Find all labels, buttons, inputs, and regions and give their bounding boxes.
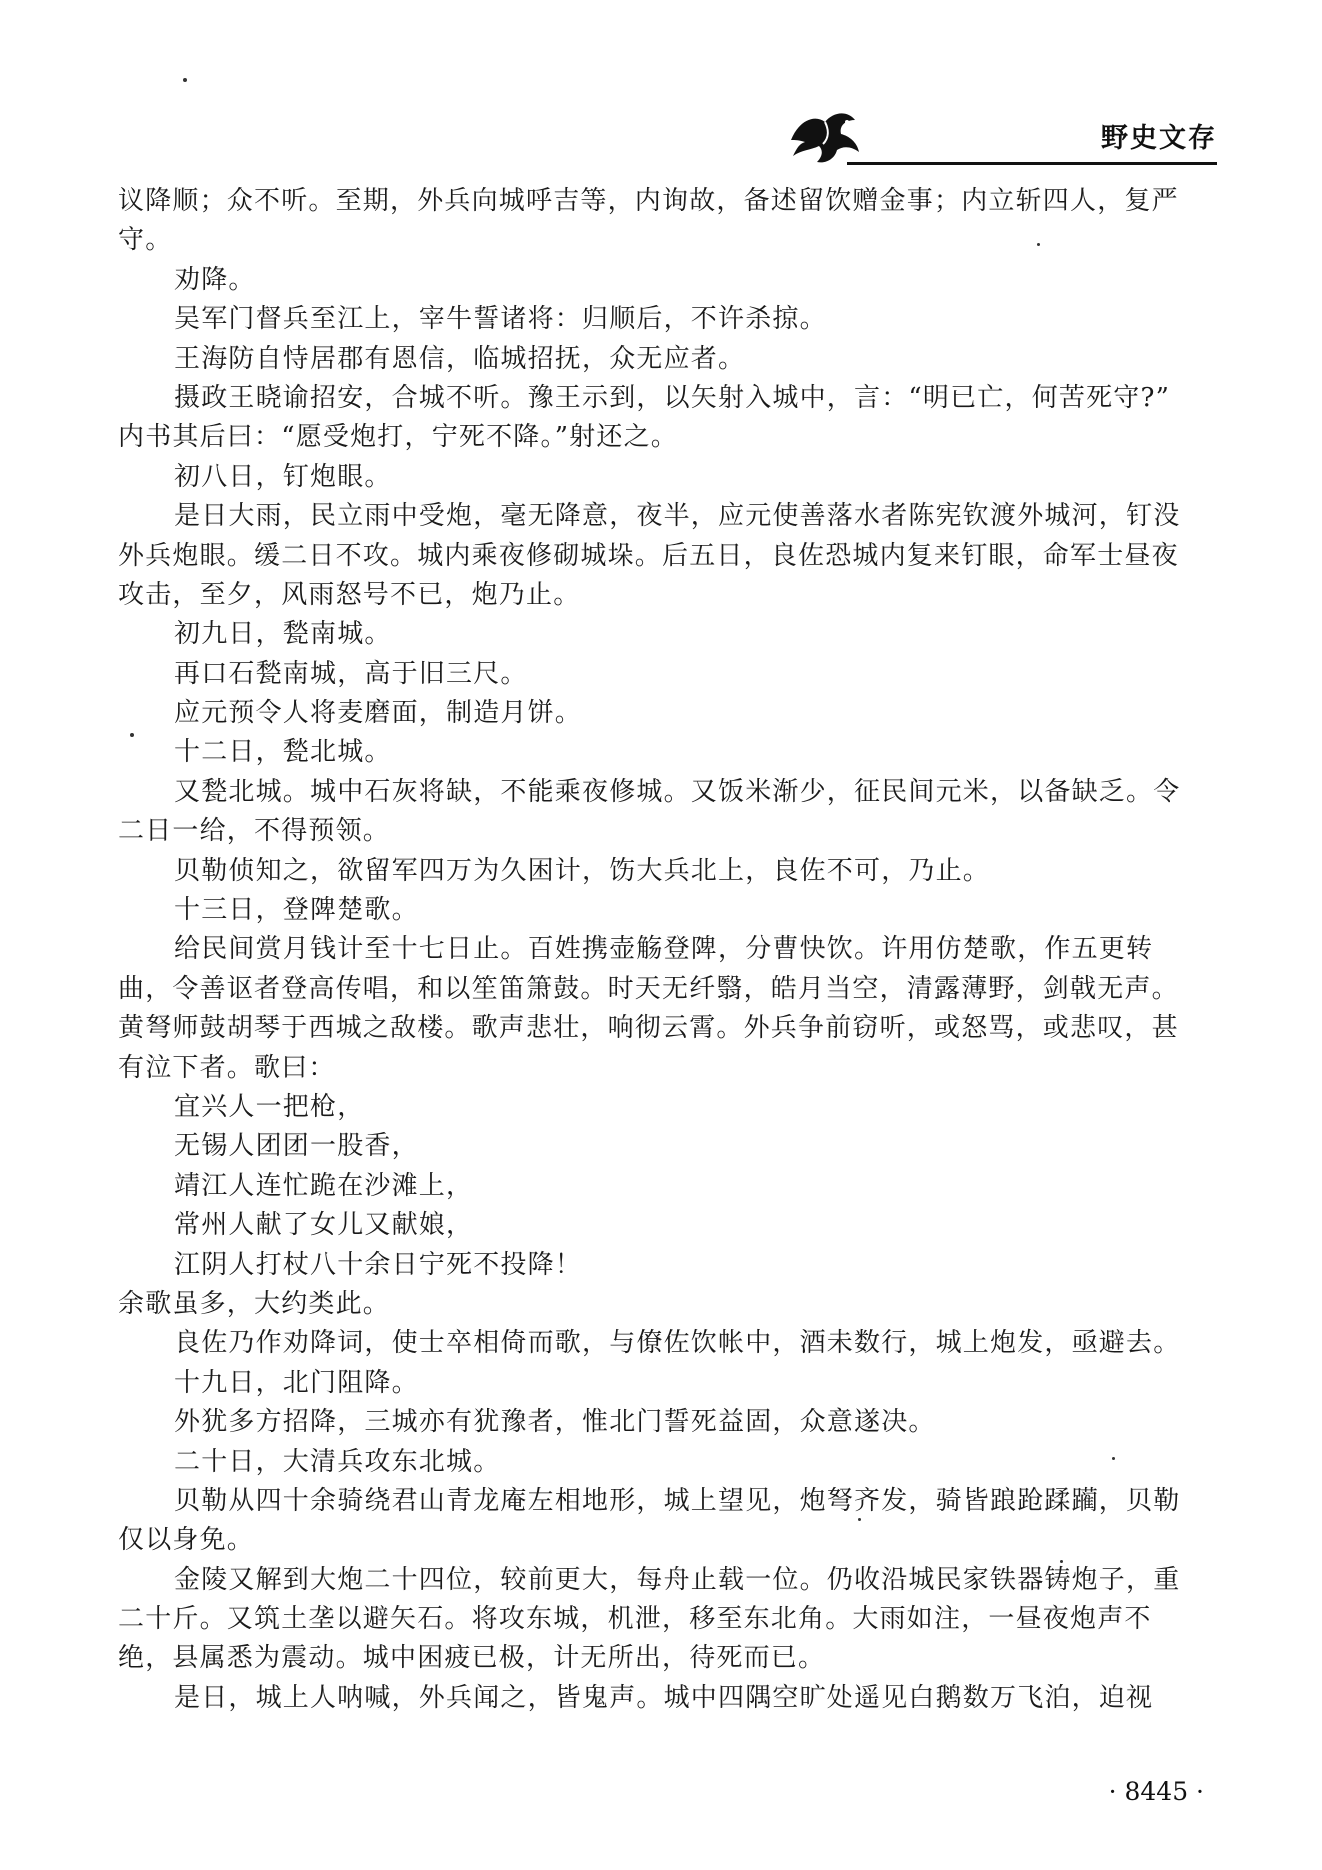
text-line: 十九日，北门阻降。 (174, 1367, 419, 1398)
body-text (118, 182, 1220, 1718)
text-line: 守。 (118, 225, 173, 256)
text-line: 黄弩师鼓胡琴于西城之敌楼。歌声悲壮，响彻云霄。外兵争前窃听，或怒骂，或悲叹，甚 (118, 1013, 1179, 1044)
text-line: 议降顺；众不听。至期，外兵向城呼吉等，内询故，备述留饮赠金事；内立斩四人，复严 (118, 186, 1179, 216)
text-line: 二日一给，不得预领。 (118, 816, 391, 847)
text-line: 靖江人连忙跪在沙滩上， (174, 1170, 474, 1201)
text-line: 良佐乃作劝降词，使士卒相倚而歌，与僚佐饮帐中，酒未数行，城上炮发，亟避去。 (174, 1328, 1181, 1359)
text-line: 绝，县属悉为震动。城中困疲已极，计无所出，待死而已。 (118, 1643, 826, 1674)
text-line: 吴军门督兵至江上，宰牛誓诸将：归顺后，不许杀掠。 (174, 304, 827, 335)
text-line: 江阴人打杖八十余日宁死不投降！ (174, 1249, 583, 1280)
book-series-title: 野史文存 (1101, 123, 1217, 154)
text-line: 外兵炮眼。缓二日不攻。城内乘夜修砌城垛。后五日，良佐恐城内复来钉眼，命军士昼夜 (118, 540, 1179, 571)
scan-speck (1112, 1457, 1115, 1460)
scan-speck (183, 78, 187, 82)
scan-speck (858, 1518, 861, 1521)
text-line: 外犹多方招降，三城亦有犹豫者，惟北门誓死益固，众意遂决。 (174, 1407, 936, 1438)
page-header (785, 100, 1217, 168)
text-line: 是日大雨，民立雨中受炮，毫无降意，夜半，应元使善落水者陈宪钦渡外城河，钉没 (174, 501, 1181, 532)
text-line: 金陵又解到大炮二十四位，较前更大，每舟止载一位。仍收沿城民家铁器铸炮子，重 (174, 1564, 1181, 1595)
text-line: 二十斤。又筑土垄以避矢石。将攻东城，机泄，移至东北角。大雨如注，一昼夜炮声不 (118, 1604, 1152, 1635)
text-line: 常州人献了女儿又献娘， (174, 1210, 474, 1241)
page-number: · 8445 · (1108, 1777, 1204, 1806)
dragon-emblem-icon (785, 100, 865, 168)
text-line: 初九日，甃南城。 (174, 619, 392, 650)
scan-speck (1060, 1560, 1063, 1563)
text-line: 王海防自恃居郡有恩信，临城招抚，众无应者。 (174, 343, 746, 374)
text-line: 再口石甃南城，高于旧三尺。 (174, 658, 528, 689)
text-line: 应元预令人将麦磨面，制造月饼。 (174, 698, 583, 729)
text-line: 十三日，登陴楚歌。 (174, 895, 419, 926)
text-line: 仅以身免。 (118, 1525, 255, 1556)
text-line: 二十日，大清兵攻东北城。 (174, 1446, 501, 1477)
text-line: 贝勒侦知之，欲留军四万为久困计，饬大兵北上，良佐不可，乃止。 (174, 855, 991, 886)
text-line: 劝降。 (174, 264, 256, 295)
text-line: 是日，城上人呐喊，外兵闻之，皆鬼声。城中四隅空旷处遥见白鹅数万飞泊，迫视 (174, 1682, 1154, 1713)
scan-speck (1037, 243, 1040, 246)
text-line: 摄政王晓谕招安，合城不听。豫王示到，以矢射入城中，言：“明已亡，何苦死守?” (174, 382, 1171, 413)
text-line: 内书其后曰：“愿受炮打，宁死不降。”射还之。 (118, 422, 678, 453)
text-line: 余歌虽多，大约类此。 (118, 1288, 391, 1319)
scan-speck (130, 733, 134, 737)
text-line: 无锡人团团一股香， (174, 1131, 419, 1162)
text-line: 初八日，钉炮眼。 (174, 461, 392, 492)
text-line: 有泣下者。歌曰： (118, 1052, 336, 1083)
text-line: 给民间赏月钱计至十七日止。百姓携壶觞登陴，分曹快饮。许用仿楚歌，作五更转 (174, 934, 1154, 965)
text-line: 宜兴人一把枪， (174, 1091, 365, 1122)
text-line: 曲，令善讴者登高传唱，和以笙笛箫鼓。时天无纤翳，皓月当空，清露薄野，剑戟无声。 (118, 973, 1179, 1004)
text-line: 攻击，至夕，风雨怒号不已，炮乃止。 (118, 579, 581, 610)
header-rule (847, 162, 1217, 165)
text-line: 贝勒从四十余骑绕君山青龙庵左相地形，城上望见，炮弩齐发，骑皆踉跄蹂躏，贝勒 (174, 1485, 1181, 1516)
text-line: 又甃北城。城中石灰将缺，不能乘夜修城。又饭米渐少，征民间元米，以备缺乏。令 (174, 776, 1181, 807)
text-line: 十二日，甃北城。 (174, 737, 392, 768)
